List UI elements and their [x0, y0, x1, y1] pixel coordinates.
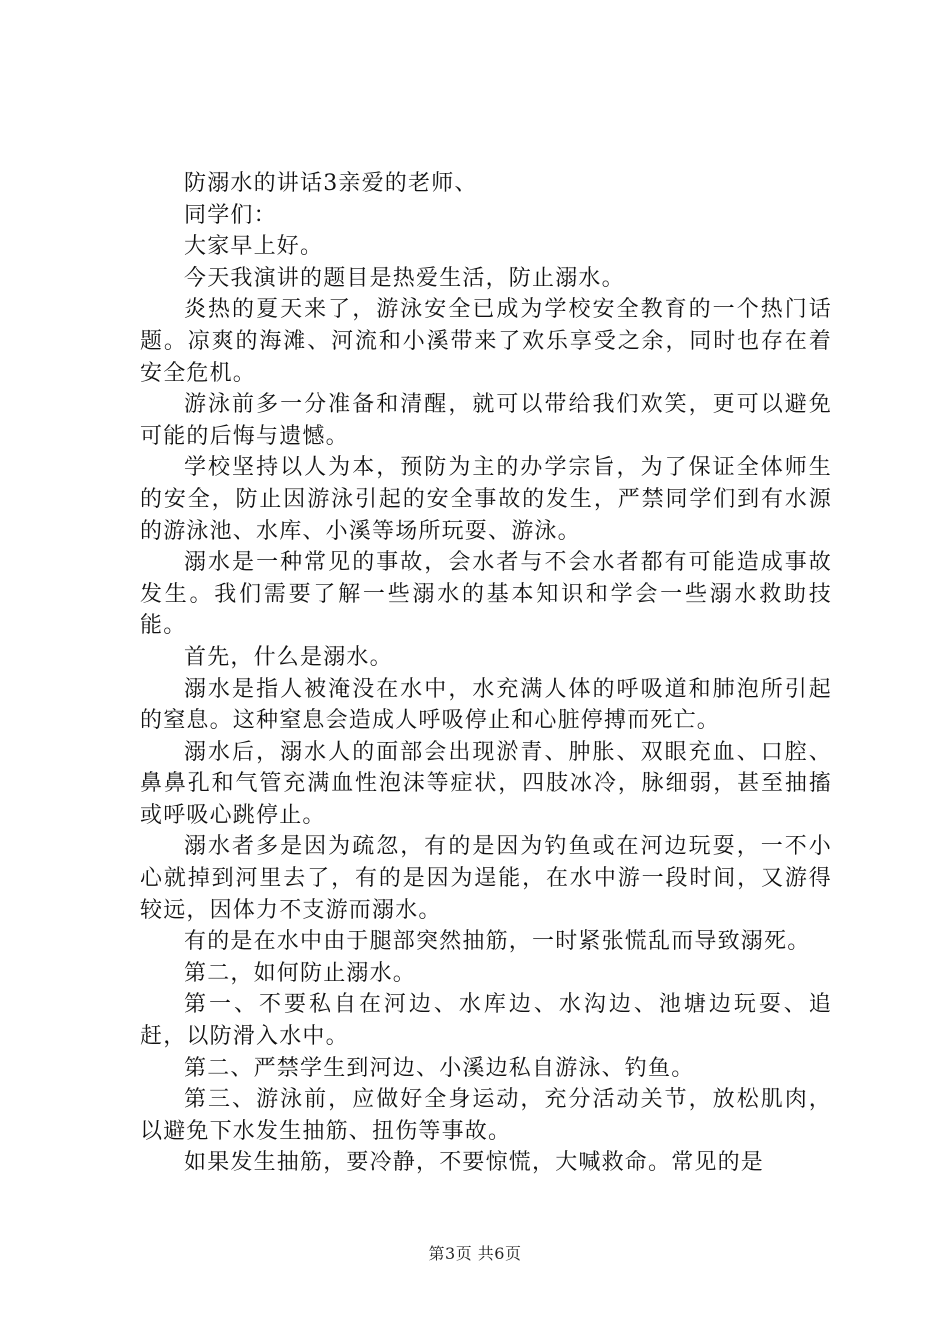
paragraph-3: 大家早上好。	[184, 234, 324, 260]
paragraph-8: 溺水是一种常见的事故，会水者与不会水者都有可能造成事故发生。我们需要了解一些溺水的基本知识和学会一些溺水救助技能。	[140, 550, 832, 639]
paragraph-15: 第一、不要私自在河边、水库边、水沟边、池塘边玩耍、追赶，以防滑入水中。	[140, 992, 832, 1050]
paragraph-6: 游泳前多一分准备和清醒，就可以带给我们欢笑，更可以避免可能的后悔与遗憾。	[140, 392, 832, 449]
paragraph-2: 同学们：	[184, 202, 277, 228]
page-footer: 第3页 共6页	[428, 1244, 522, 1263]
paragraph-5: 炎热的夏天来了，游泳安全已成为学校安全教育的一个热门话题。凉爽的海滩、河流和小溪带来了欢乐享受之余，同时也存在着安全危机。	[140, 297, 832, 386]
paragraph-14: 第二，如何防止溺水。	[184, 960, 417, 986]
paragraph-7: 学校坚持以人为本，预防为主的办学宗旨，为了保证全体师生的安全，防止因游泳引起的安全事故的发生，严禁同学们到有水源的游泳池、水库、小溪等场所玩耍、游泳。	[140, 455, 832, 544]
paragraph-4: 今天我演讲的题目是热爱生活，防止溺水。	[184, 265, 625, 291]
paragraph-1: 防溺水的讲话3亲爱的老师、	[184, 171, 478, 196]
paragraph-11: 溺水后，溺水人的面部会出现淤青、肿胀、双眼充血、口腔、鼻鼻孔和气管充满血性泡沫等症状，四肢冰冷，脉细弱，甚至抽搐或呼吸心跳停止。	[140, 739, 832, 828]
document-body	[140, 168, 832, 1179]
paragraph-9: 首先，什么是溺水。	[184, 644, 393, 670]
paragraph-13: 有的是在水中由于腿部突然抽筋，一时紧张慌乱而导致溺死。	[184, 929, 811, 955]
paragraph-16: 第二、严禁学生到河边、小溪边私自游泳、钓鱼。	[184, 1055, 695, 1081]
paragraph-17: 第三、游泳前，应做好全身运动，充分活动关节，放松肌肉，以避免下水发生抽筋、扭伤等事故。	[140, 1087, 832, 1144]
paragraph-10: 溺水是指人被淹没在水中，水充满人体的呼吸道和肺泡所引起的窒息。这种窒息会造成人呼吸停止和心脏停搏而死亡。	[140, 676, 832, 734]
paragraph-18: 如果发生抽筋，要冷静，不要惊慌，大喊救命。常见的是	[184, 1150, 765, 1176]
paragraph-12: 溺水者多是因为疏忽，有的是因为钓鱼或在河边玩耍，一不小心就掉到河里去了，有的是因为逞能，在水中游一段时间，又游得较远，因体力不支游而溺水。	[140, 834, 832, 923]
